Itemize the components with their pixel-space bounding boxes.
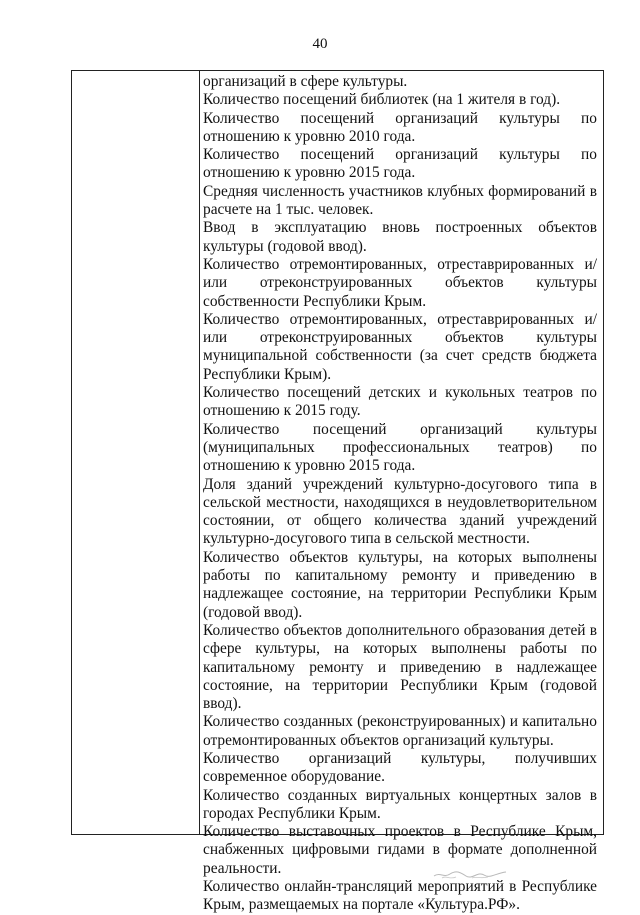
indicator-paragraph: организаций в сфере культуры. xyxy=(203,73,408,90)
indicator-paragraph: Доля зданий учреждений культурно-досугового типа в сельской местности, находящихся в неудовлетворительном состоянии, от общего количества зданий учреждений культурно-досугового типа в сельской местности. xyxy=(203,475,597,548)
indicator-paragraph: Количество объектов дополнительного образования детей в сфере культуры, на которых выполнены работы по капитальному ремонту и приведению в надлежащее состояние, на территории Республики Крым (годовой ввод). xyxy=(203,621,597,713)
indicator-paragraph: Количество отремонтированных, отреставрированных и/или отреконструированных объектов культуры собственности Республики Крым. xyxy=(203,255,597,310)
indicator-paragraph: Количество отремонтированных, отреставрированных и/или отреконструированных объектов культуры муниципальной собственности (за счет средств бюджета Республики Крым). xyxy=(203,310,597,383)
column-divider xyxy=(199,71,200,834)
indicator-paragraph: Количество созданных (реконструированных) и капитально отремонтированных объектов организаций культуры. xyxy=(203,713,597,749)
indicator-paragraph: Количество объектов культуры, на которых выполнены работы по капитальному ремонту и приведению в надлежащее состояние, на территории Республики Крым (годовой ввод). xyxy=(203,548,597,621)
indicator-table xyxy=(71,70,604,914)
signature-mark xyxy=(432,866,508,882)
indicator-paragraph: Количество выставочных проектов в Республике Крым, снабженных цифровыми гидами в формате дополненной реальности. xyxy=(203,823,597,877)
indicator-paragraph: Количество посещений организаций культуры по отношению к уровню 2015 года. xyxy=(203,146,597,182)
indicator-paragraph: Количество посещений детских и кукольных театров по отношению к 2015 году. xyxy=(203,384,597,420)
indicator-paragraph: Средняя численность участников клубных формирований в расчете на 1 тыс. человек. xyxy=(203,182,597,219)
indicator-paragraph: Ввод в эксплуатацию вновь построенных объектов культуры (годовой ввод). xyxy=(203,219,597,255)
indicator-paragraph: Количество созданных виртуальных концертных залов в городах Республики Крым. xyxy=(203,786,597,822)
indicator-paragraph: Количество посещений библиотек (на 1 жителя в год). xyxy=(203,91,561,109)
page-number: 40 xyxy=(312,36,328,52)
indicator-paragraph: Количество посещений организаций культуры по отношению к уровню 2010 года. xyxy=(203,109,597,145)
indicator-paragraph: Количество организаций культуры, получивших современное оборудование. xyxy=(203,749,597,786)
indicator-paragraph: Количество посещений организаций культуры (муниципальных профессиональных театров) по отношению к уровню 2015 года. xyxy=(203,420,597,475)
indicators-column xyxy=(203,73,597,915)
indicator-paragraph: Количество онлайн-трансляций мероприятий в Республике Крым, размещаемых на портале «Культура.РФ». xyxy=(203,878,597,914)
